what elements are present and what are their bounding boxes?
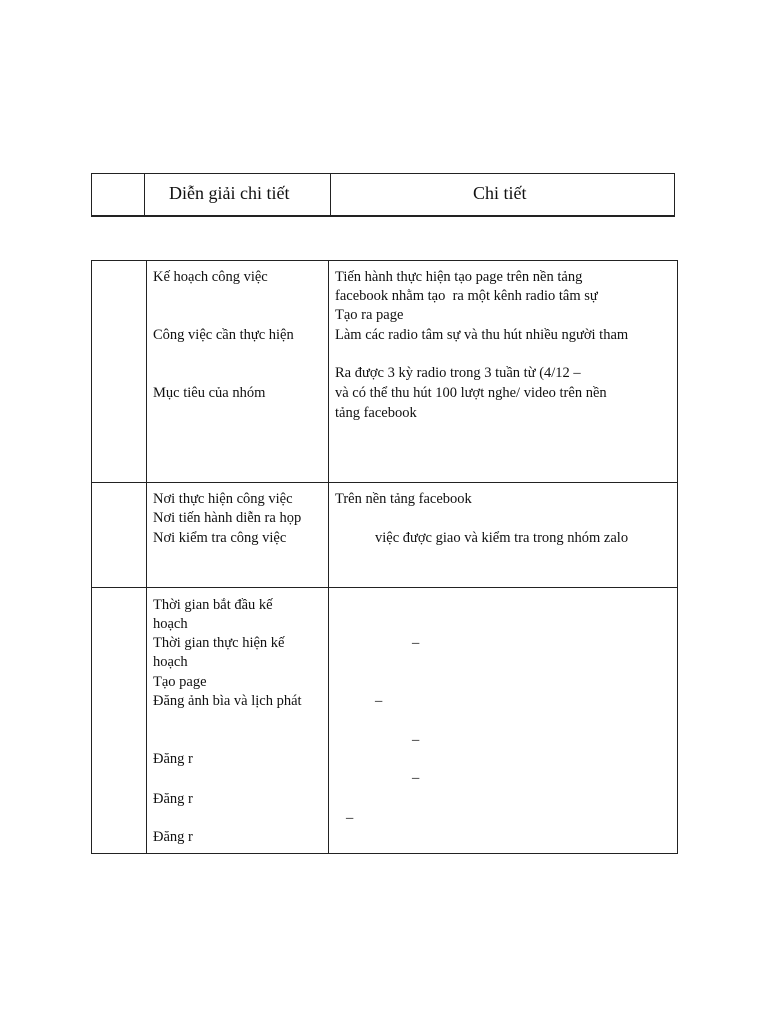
- duration-label-cont: hoạch: [153, 654, 188, 670]
- header-detail: Chi tiết: [473, 183, 527, 203]
- task-text-line: Làm các radio tâm sự và thu hút nhiều người tham: [335, 327, 629, 343]
- start-time-label: Thời gian bắt đầu kế: [153, 597, 273, 613]
- dash: –: [412, 770, 420, 786]
- meeting-location-label: Nơi tiến hành diễn ra họp: [153, 510, 302, 526]
- plan-label: Kế hoạch công việc: [153, 269, 268, 285]
- goal-text-line: và có thể thu hút 100 lượt nghe/ video trên nền: [335, 385, 607, 401]
- header-detail-explanation: Diễn giải chi tiết: [169, 183, 290, 203]
- post-label: Đăng r: [153, 751, 193, 767]
- check-location-text: việc được giao và kiểm tra trong nhóm zalo: [375, 530, 629, 546]
- plan-text-line: Tiến hành thực hiện tạo page trên nền tảng: [335, 269, 583, 285]
- check-location-label: Nơi kiểm tra công việc: [153, 530, 287, 546]
- task-text-line: Tạo ra page: [335, 307, 404, 323]
- tasks-label: Công việc cần thực hiện: [153, 327, 294, 343]
- goal-text-line: Ra được 3 kỳ radio trong 3 tuần từ (4/12 –: [335, 365, 581, 381]
- dash: –: [412, 635, 420, 651]
- create-page-label: Tạo page: [153, 674, 207, 690]
- dash: –: [412, 732, 420, 748]
- post-label: Đăng r: [153, 829, 193, 845]
- duration-label: Thời gian thực hiện kế: [153, 635, 285, 651]
- plan-text-line: facebook nhằm tạo ra một kênh radio tâm sự: [335, 288, 598, 304]
- work-location-label: Nơi thực hiện công việc: [153, 491, 293, 507]
- start-time-label-cont: hoạch: [153, 616, 188, 632]
- dash: –: [346, 810, 354, 826]
- goal-label: Mục tiêu của nhóm: [153, 385, 266, 401]
- dash: –: [375, 693, 383, 709]
- post-cover-label: Đăng ảnh bìa và lịch phát: [153, 693, 302, 709]
- work-location-text: Trên nền tảng facebook: [335, 491, 472, 507]
- post-label: Đăng r: [153, 791, 193, 807]
- goal-text-line: tảng facebook: [335, 405, 417, 421]
